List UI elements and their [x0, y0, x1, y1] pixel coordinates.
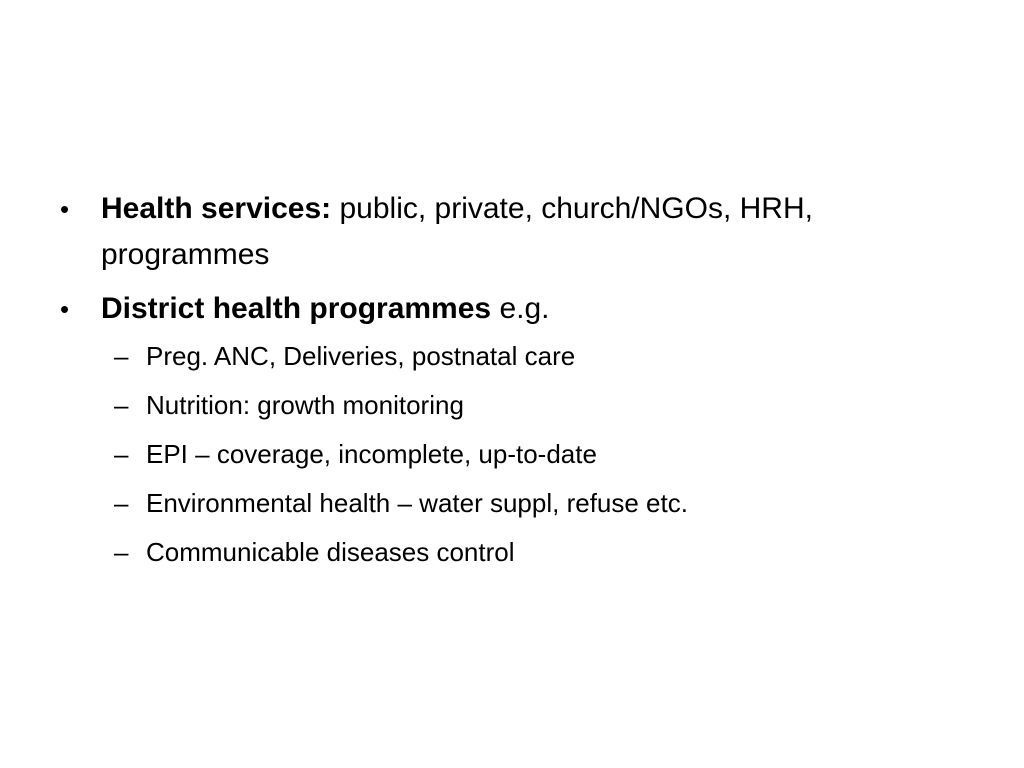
sub-bullet-item: [60, 385, 960, 425]
sub-bullet-text: Preg. ANC, Deliveries, postnatal care: [146, 341, 576, 371]
dash-icon: –: [114, 390, 129, 420]
bullet-item-district-programmes: [60, 286, 960, 332]
sub-bullet-item: [60, 483, 960, 523]
sub-bullet-item: [60, 532, 960, 572]
dash-icon: –: [114, 488, 129, 518]
bullet-icon: •: [60, 294, 70, 324]
sub-bullet-item: [60, 434, 960, 474]
sub-bullet-text: Nutrition: growth monitoring: [146, 390, 464, 420]
dash-icon: –: [114, 537, 129, 567]
sub-bullet-text: Environmental health – water suppl, refuse etc.: [146, 488, 688, 518]
bullet-text: public, private, church/NGOs, HRH, programmes: [101, 192, 813, 271]
sub-bullet-list: [60, 336, 960, 572]
dash-icon: –: [114, 439, 129, 469]
bullet-text: e.g.: [491, 292, 550, 325]
dash-icon: –: [114, 341, 129, 371]
sub-bullet-text: Communicable diseases control: [146, 537, 515, 567]
bullet-item-health-services: [60, 186, 960, 278]
bullet-icon: •: [60, 194, 70, 224]
sub-bullet-text: EPI – coverage, incomplete, up-to-date: [146, 439, 597, 469]
slide-body: [60, 186, 960, 581]
bullet-heading: Health services:: [101, 192, 332, 225]
sub-bullet-item: [60, 336, 960, 376]
bullet-heading: District health programmes: [101, 292, 492, 325]
